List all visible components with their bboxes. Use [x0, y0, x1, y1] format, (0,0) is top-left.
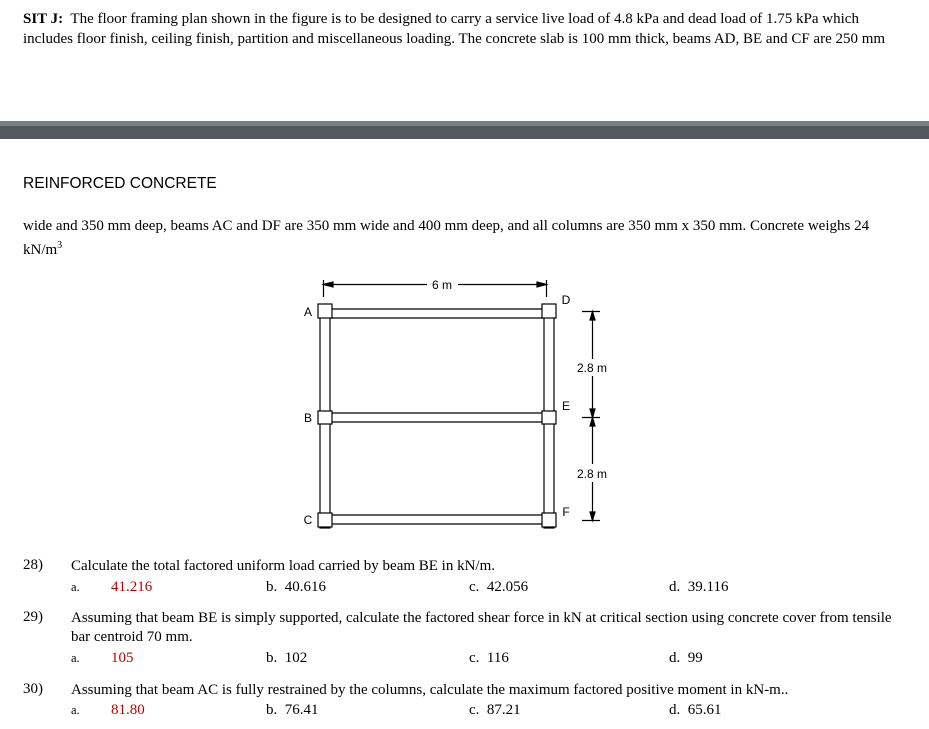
- question-30-number: 30): [23, 681, 43, 697]
- choice-value: 40.616: [284, 579, 326, 595]
- question-29-choice-a: [71, 650, 134, 667]
- choice-value: 65.61: [687, 702, 722, 718]
- choice-value: 99: [687, 650, 703, 666]
- choice-letter: a.: [71, 580, 80, 594]
- choice-letter: d.: [669, 650, 681, 666]
- choice-value: 102: [284, 650, 308, 666]
- section-heading: REINFORCED CONCRETE: [23, 175, 217, 192]
- problem-line-2: includes floor finish, ceiling finish, partition and miscellaneous loading. The concrete slab is 100 mm thick, beams AD, BE and CF are 250 mm: [23, 31, 886, 47]
- choice-value: 41.216: [111, 579, 153, 595]
- spacing-bottom-label: 2.8 m: [576, 467, 608, 481]
- unit-exponent: 3: [57, 240, 63, 251]
- column-f: [542, 513, 556, 527]
- question-28-text: Calculate the total factored uniform load carried by beam BE in kN/m.: [71, 558, 496, 574]
- page-divider-band: [0, 121, 929, 139]
- question-30-choice-c: [469, 702, 521, 719]
- problem-line-1-text: The floor framing plan shown in the figure is to be designed to carry a service live load of 4.8 kPa and dead load of 1.75 kPa which: [70, 11, 859, 27]
- node-label-f: F: [562, 505, 570, 519]
- unit-text: kN/m: [23, 242, 58, 258]
- choice-letter: c.: [469, 702, 480, 718]
- question-29-choice-b: [266, 650, 307, 667]
- question-30-choice-d: [669, 702, 722, 719]
- node-label-c: C: [303, 513, 313, 527]
- question-28-choice-c: [469, 579, 528, 596]
- question-29-text: [71, 609, 911, 647]
- problem-line-1: [23, 9, 908, 29]
- node-label-a: A: [303, 305, 313, 319]
- choice-letter: b.: [266, 650, 278, 666]
- question-28-number: 28): [23, 557, 43, 573]
- sit-label: SIT J:: [23, 11, 64, 27]
- span-arrow-right: [537, 282, 547, 287]
- question-29-line-2: bar centroid 70 mm.: [71, 629, 193, 645]
- node-label-d: D: [561, 293, 571, 307]
- column-e: [542, 411, 556, 424]
- question-28-choice-b: [266, 579, 326, 596]
- column-b: [318, 411, 332, 424]
- question-30-choice-b: [266, 702, 319, 719]
- problem-line-3: wide and 350 mm deep, beams AC and DF are 350 mm wide and 400 mm deep, and all columns are 350 mm x 350 mm. Concrete weighs 24: [23, 218, 870, 234]
- node-label-b: B: [303, 411, 313, 425]
- question-30-choice-a: [71, 702, 145, 719]
- node-label-e: E: [561, 399, 571, 413]
- choice-value: 42.056: [486, 579, 529, 595]
- choice-letter: b.: [266, 702, 278, 718]
- spacing-arrow-3: [590, 418, 595, 427]
- spacing-top-label: 2.8 m: [576, 361, 608, 375]
- column-c: [318, 513, 332, 527]
- column-d: [542, 304, 556, 318]
- question-28-choice-a: [71, 579, 152, 596]
- spacing-arrow-1: [590, 312, 595, 321]
- question-29-line-1: Assuming that beam BE is simply supported, calculate the factored shear force in kN at critical section using concrete cover from tensile: [71, 610, 892, 626]
- question-29-choice-d: [669, 650, 703, 667]
- choice-value: 76.41: [284, 702, 319, 718]
- question-30-text: Assuming that beam AC is fully restrained by the columns, calculate the maximum factored positive moment in kN-m..: [71, 682, 789, 698]
- problem-line-4: [23, 236, 903, 260]
- problem-continuation: [23, 217, 903, 260]
- choice-letter: c.: [469, 579, 480, 595]
- choice-letter: d.: [669, 579, 681, 595]
- choice-value: 116: [486, 650, 509, 666]
- choice-letter: a.: [71, 703, 80, 717]
- column-a: [318, 304, 332, 318]
- choice-letter: c.: [469, 650, 480, 666]
- question-28-choice-d: [669, 579, 728, 596]
- choice-letter: b.: [266, 579, 278, 595]
- question-29-number: 29): [23, 609, 43, 625]
- span-label: 6 m: [431, 278, 453, 292]
- choice-value: 87.21: [486, 702, 521, 718]
- choice-letter: d.: [669, 702, 681, 718]
- choice-letter: a.: [71, 651, 80, 665]
- choice-value: 39.116: [687, 579, 729, 595]
- spacing-arrow-4: [590, 512, 595, 521]
- problem-statement: [23, 9, 908, 49]
- floor-framing-plan: [295, 272, 625, 532]
- question-29-choice-c: [469, 650, 509, 667]
- choice-value: 81.80: [111, 702, 145, 718]
- span-arrow-left: [324, 282, 334, 287]
- choice-value: 105: [111, 650, 134, 666]
